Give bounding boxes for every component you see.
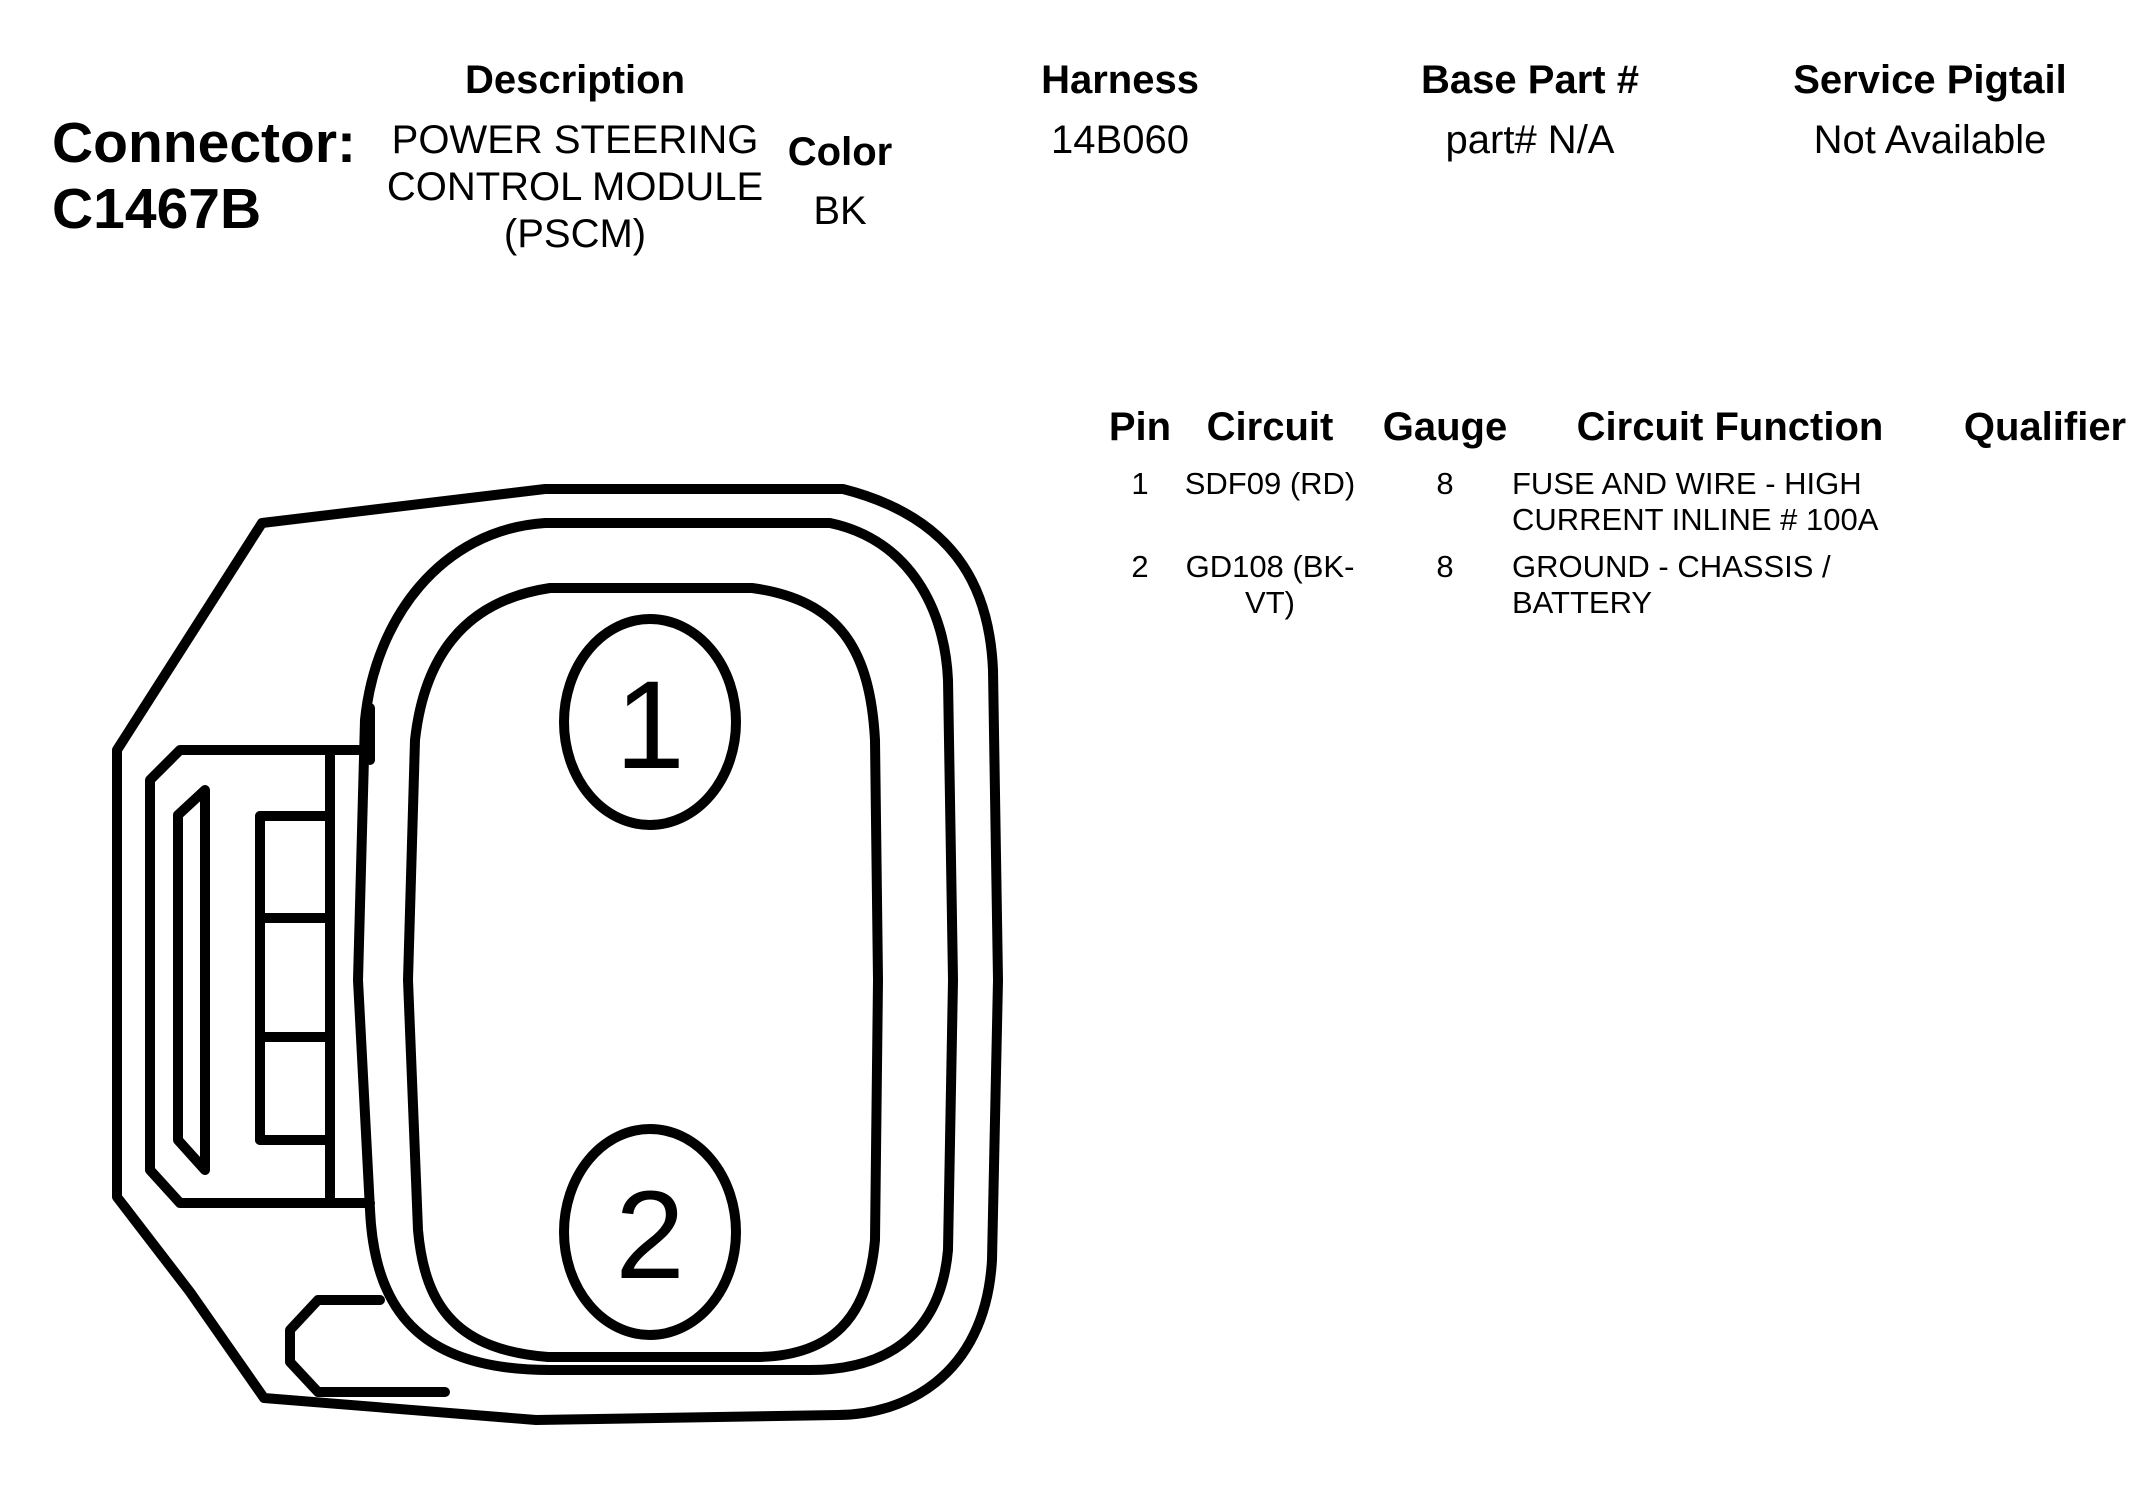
- pin-1-label: 1: [615, 656, 685, 795]
- color-value: BK: [813, 189, 867, 233]
- service-pigtail-value: Not Available: [1813, 118, 2047, 162]
- description-label: Description: [464, 58, 686, 102]
- circuit-cell: SDF09 (RD): [1184, 466, 1356, 501]
- connector-label: Connector:: [52, 111, 356, 175]
- pin-cell: 2: [1131, 549, 1149, 584]
- column-header-qualifier: Qualifier: [1963, 405, 2127, 449]
- connector-id: C1467B: [52, 177, 262, 241]
- gauge-cell: 8: [1436, 549, 1454, 584]
- service-pigtail-label: Service Pigtail: [1793, 58, 2067, 102]
- base-part-value: part# N/A: [1445, 118, 1615, 162]
- description-value: POWER STEERING CONTROL MODULE (PSCM): [386, 118, 764, 256]
- connector-bottom-key: [290, 1300, 445, 1392]
- color-label: Color: [787, 130, 893, 174]
- circuit-function-cell: FUSE AND WIRE - HIGH CURRENT INLINE # 100A: [1512, 466, 1879, 537]
- column-header-circuit: Circuit: [1206, 405, 1334, 449]
- circuit-function-cell: GROUND - CHASSIS / BATTERY: [1512, 549, 1831, 620]
- harness-value: 14B060: [1051, 118, 1189, 162]
- pin-cell: 1: [1131, 466, 1149, 501]
- column-header-gauge: Gauge: [1382, 405, 1508, 449]
- column-header-pin: Pin: [1108, 405, 1172, 449]
- harness-label: Harness: [1041, 58, 1199, 102]
- circuit-cell: GD108 (BK-VT): [1185, 549, 1355, 620]
- pin-2-label: 2: [615, 1166, 685, 1305]
- column-header-circuit-function: Circuit Function: [1576, 405, 1884, 449]
- base-part-label: Base Part #: [1421, 58, 1639, 102]
- gauge-cell: 8: [1436, 466, 1454, 501]
- connector-latch-tab: [178, 790, 205, 1170]
